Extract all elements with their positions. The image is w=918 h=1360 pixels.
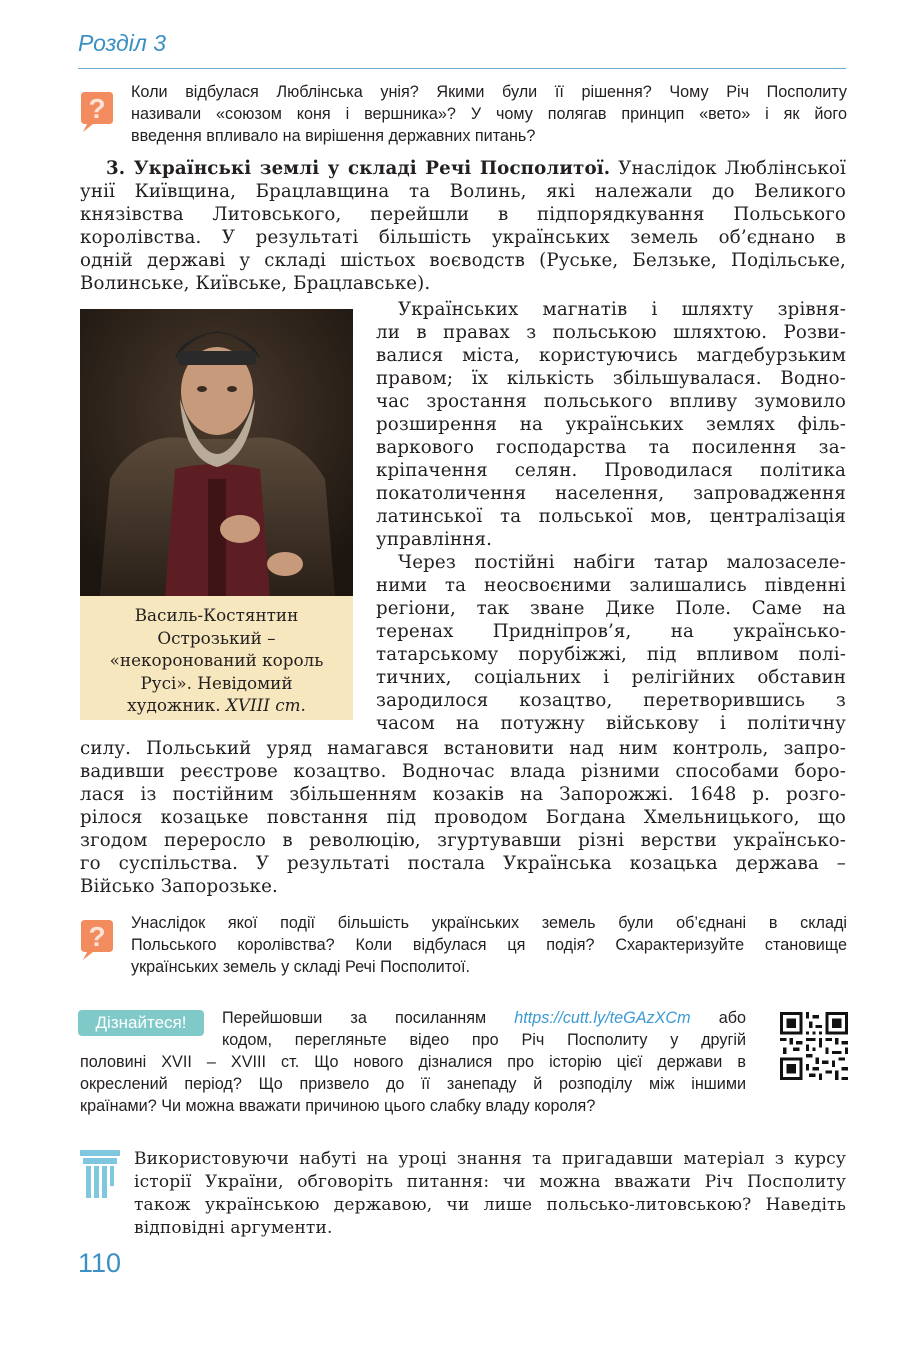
paragraph-line: ли в правах з польською шляхтою. Розви- [376, 322, 846, 343]
caption-line: Острозький – [157, 627, 276, 648]
discussion-pillar-icon [78, 1148, 122, 1206]
paragraph-line: Волинське, Київське, Брацлавське). [80, 273, 431, 294]
paragraph-line: варкового господарства та посилення за- [376, 437, 846, 458]
caption-century: XVIII ст. [225, 695, 306, 715]
video-link[interactable]: https://cutt.ly/teGAzXCm [514, 1009, 691, 1027]
discussion-line: Використовуючи набуті на уроці знання та пригадавши матеріал з курсу [134, 1149, 846, 1169]
portrait-caption [80, 596, 353, 720]
question-icon [79, 918, 115, 962]
paragraph-line: Українських магнатів і шляхту зрівня- [398, 299, 846, 320]
discussion-task [134, 1148, 846, 1240]
question-line: українських земель у складі Речі Посполитої. [131, 958, 470, 976]
paragraph-bottom [80, 737, 846, 898]
paragraph-line: валися міста, користуючись магдебурзьким [376, 345, 846, 366]
review-question-2 [131, 912, 847, 978]
caption-line: Василь-Костянтин [134, 605, 299, 625]
learn-more-text: Перейшовши за посиланням [222, 1009, 515, 1027]
paragraph-line: управління. [376, 529, 493, 550]
paragraph-line: Військо Запорозьке. [80, 876, 278, 897]
paragraph-line: го суспільства. У результаті постала Українська козацька держава – [80, 853, 846, 874]
portrait-image [80, 309, 353, 596]
paragraph-line: лася із постійним збільшенням козаків на Запорожжі. 1648 р. розго- [80, 784, 846, 805]
learn-more-line: окреслений період? Що призвело до її занепаду й розподілу між іншими [80, 1075, 746, 1093]
paragraph-line: час зростання польського впливу зумовило [376, 391, 846, 412]
paragraph-line: латинської та польської мов, централізація [376, 506, 846, 527]
question-line: Коли відбулася Люблінська унія? Якими були її рішення? Чому Річ Посполиту [131, 83, 847, 101]
paragraph-line: силу. Польський уряд намагався встановити над ним контроль, запро- [80, 738, 846, 759]
paragraph-section-3 [80, 157, 846, 295]
caption-line: Русі». Невідомий [140, 672, 293, 693]
discussion-line: історії України, обговоріть питання: чи можна вважати Річ Посполиту [134, 1172, 846, 1192]
paragraph-line: князівства Литовського, перейшли в підпорядкування Польського [80, 204, 846, 225]
page-number: 110 [78, 1248, 122, 1278]
paragraph-line: теренах Придніпров’я, на українсько- [376, 621, 846, 642]
section-label: Розділ 3 [78, 30, 167, 56]
paragraph-line: ними та неосвоєними залишались південні [376, 575, 846, 596]
svg-text:?: ? [88, 921, 106, 952]
svg-text:?: ? [88, 93, 106, 124]
caption-text: художник. [127, 695, 226, 715]
learn-more-line [222, 1007, 746, 1029]
paragraph-line: унії Київщина, Брацлавщина та Волинь, які належали до Великого [80, 181, 846, 202]
paragraph-line: зародилося козацтво, перетворившись з [376, 690, 846, 711]
paragraph-line: королівства. У результаті більшість українських земель об’єднано в [80, 227, 846, 248]
paragraph-line: рілося козацьке повстання під проводом Богдана Хмельницького, що [80, 807, 846, 828]
section-heading: 3. Українські землі у складі Речі Посполитої. [106, 158, 611, 179]
question-icon [79, 90, 115, 134]
paragraph-line: регіони, так зване Дике Поле. Саме на [376, 598, 846, 619]
learn-more-line: країнами? Чи можна вважати причиною цього слабку владу короля? [80, 1097, 596, 1115]
paragraph-line: вадивши реєстрове козацтво. Водночас влада різними способами боро- [80, 761, 846, 782]
question-line: Унаслідок якої події більшість українських земель були об’єднані в складі [131, 914, 847, 932]
paragraph-line [80, 157, 846, 180]
question-line: називали «союзом коня і вершника»? У чому полягав принцип «вето» і як його [131, 105, 847, 123]
review-question-1 [131, 81, 847, 147]
caption-line [80, 694, 353, 717]
learn-more-badge: Дізнайтеся! [78, 1010, 204, 1036]
paragraph-text: Унаслідок Люблінської [610, 158, 846, 179]
paragraph-line: часом на потужну військову і політичну [376, 713, 846, 734]
learn-more-line: кодом, перегляньте відео про Річ Посполиту у другій [222, 1031, 746, 1049]
header-divider [78, 68, 846, 69]
question-line: Польського королівства? Коли відбулася ця подія? Схарактеризуйте становище [131, 936, 847, 954]
paragraph-line: покатоличення населення, запровадження [376, 483, 846, 504]
paragraph-line: правом; їх кількість збільшувалася. Водно- [376, 368, 846, 389]
paragraph-line: тичних, соціальних і релігійних обставин [376, 667, 846, 688]
paragraph-side [376, 298, 846, 735]
discussion-line: також українською державою, чи лише польсько-литовською? Наведіть [134, 1195, 846, 1215]
paragraph-line: розширення на українських землях філь- [376, 414, 846, 435]
learn-more-text: або [690, 1009, 746, 1027]
paragraph-line: Через постійні набіги татар малозаселе- [398, 552, 846, 573]
paragraph-line: згодом переросло в революцію, згуртувавши різні верстви українсько- [80, 830, 846, 851]
qr-code[interactable] [780, 1012, 848, 1080]
learn-more-line-1 [222, 1007, 746, 1051]
learn-more-text-block [80, 1051, 746, 1117]
paragraph-line: кріпачення селян. Проводилася політика [376, 460, 846, 481]
question-line: введення впливало на вирішення державних питань? [131, 127, 536, 145]
discussion-line: відповідні аргументи. [134, 1218, 333, 1238]
paragraph-line: татарському порубіжжі, під впливом полі- [376, 644, 846, 665]
caption-line: «некоронований король [109, 650, 324, 670]
paragraph-line: одній державі у складі шістьох воєводств (Руське, Белзьке, Подільське, [80, 250, 846, 271]
learn-more-line: половині XVII – XVIII ст. Що нового дізналися про історію цієї держави в [80, 1053, 746, 1071]
